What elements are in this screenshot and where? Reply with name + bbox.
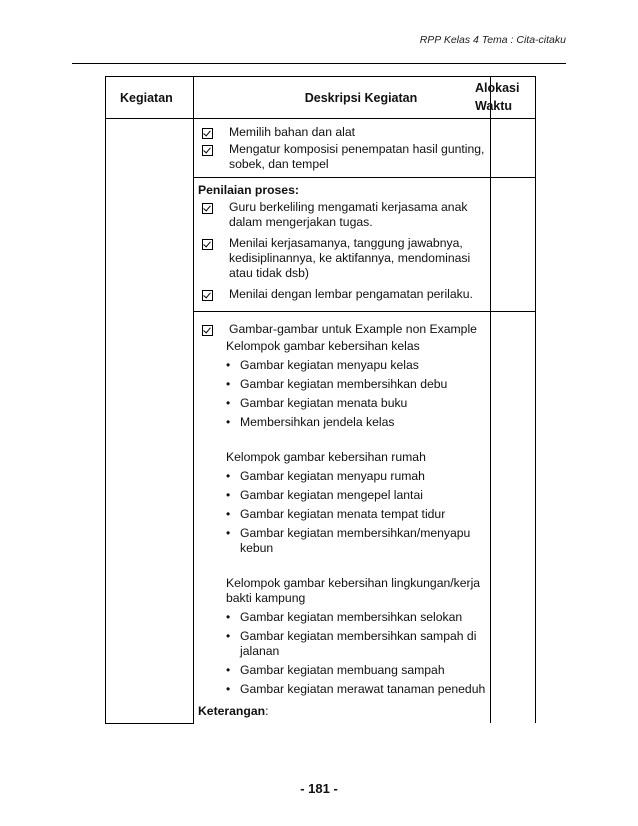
keterangan-colon: : <box>265 704 269 718</box>
bullet-item: • Gambar kegiatan membersihkan debu <box>226 377 448 391</box>
alokasi-line-2: Waktu <box>475 99 513 113</box>
list-item: Mengatur komposisi penempatan hasil gunting, sobek, dan tempel <box>198 142 486 172</box>
bullet-icon: • <box>226 469 231 483</box>
bullet-item: • Membersihkan jendela kelas <box>226 415 395 429</box>
list-item: Memilih bahan dan alat <box>198 125 486 140</box>
column-header-alokasi <box>475 77 536 119</box>
alokasi-cell <box>491 312 536 724</box>
penilaian-label: Penilaian proses: <box>198 183 299 197</box>
bullet-item: • Gambar kegiatan membersihkan/menyapu kebun <box>226 526 471 555</box>
checkbox-icon <box>202 290 213 301</box>
bullet-item: • Gambar kegiatan menyapu rumah <box>226 469 425 483</box>
bullet-item: • Gambar kegiatan mengepel lantai <box>226 488 423 502</box>
alokasi-cell <box>491 178 536 312</box>
list-item: Menilai dengan lembar pengamatan perilaku. <box>198 287 486 302</box>
group-title: Kelompok gambar kebersihan lingkungan/kerja bakti kampung <box>226 576 481 605</box>
list-item: Menilai kerjasamanya, tanggung jawabnya, kedisiplinannya, ke aktifannya, mendominasi atau tidak dsb) <box>198 236 486 281</box>
keterangan-label: Keterangan <box>198 704 266 718</box>
page-number: - 181 - <box>300 781 338 796</box>
bullet-icon: • <box>226 415 231 429</box>
bullet-item: • Gambar kegiatan menata buku <box>226 396 408 410</box>
keterangan <box>198 703 486 719</box>
deskripsi-cell <box>194 119 491 178</box>
kegiatan-cell <box>106 119 194 724</box>
bullet-icon: • <box>226 682 231 696</box>
table-header-row <box>106 77 536 119</box>
column-header-deskripsi: Deskripsi Kegiatan <box>194 77 491 119</box>
checkbox-icon <box>202 239 213 250</box>
column-header-kegiatan: Kegiatan <box>106 77 194 119</box>
checkbox-icon <box>202 203 213 214</box>
bullet-icon: • <box>226 629 231 643</box>
bullet-icon: • <box>226 610 231 624</box>
bullet-item: • Gambar kegiatan membersihkan selokan <box>226 610 463 624</box>
group-title: Kelompok gambar kebersihan rumah <box>226 450 426 464</box>
checkbox-icon <box>202 325 213 336</box>
table-row <box>106 119 536 178</box>
running-header: RPP Kelas 4 Tema : Cita-citaku <box>419 34 566 46</box>
bullet-item: • Gambar kegiatan membersihkan sampah di jalanan <box>226 629 477 658</box>
bullet-item: • Gambar kegiatan menyapu kelas <box>226 358 419 372</box>
bullet-icon: • <box>226 396 231 410</box>
bullet-icon: • <box>226 663 231 677</box>
alokasi-cell <box>491 119 536 178</box>
bullet-item: • Gambar kegiatan menata tempat tidur <box>226 507 446 521</box>
header-rule <box>72 63 566 64</box>
deskripsi-cell <box>194 178 491 312</box>
group-title: Kelompok gambar kebersihan kelas <box>226 339 420 353</box>
list-item: Guru berkeliling mengamati kerjasama anak dalam mengerjakan tugas. <box>198 200 486 230</box>
deskripsi-cell <box>194 312 491 724</box>
checkbox-icon <box>202 128 213 139</box>
alokasi-line-1: Alokasi <box>475 81 520 95</box>
bullet-icon: • <box>226 507 231 521</box>
checkbox-icon <box>202 145 213 156</box>
bullet-icon: • <box>226 488 231 502</box>
bullet-item: • Gambar kegiatan merawat tanaman peneduh <box>226 682 486 696</box>
bullet-icon: • <box>226 526 231 540</box>
bullet-icon: • <box>226 377 231 391</box>
list-item: Gambar-gambar untuk Example non Example <box>198 322 486 337</box>
bullet-icon: • <box>226 358 231 372</box>
bullet-item: • Gambar kegiatan membuang sampah <box>226 663 445 677</box>
activity-table <box>105 76 536 724</box>
